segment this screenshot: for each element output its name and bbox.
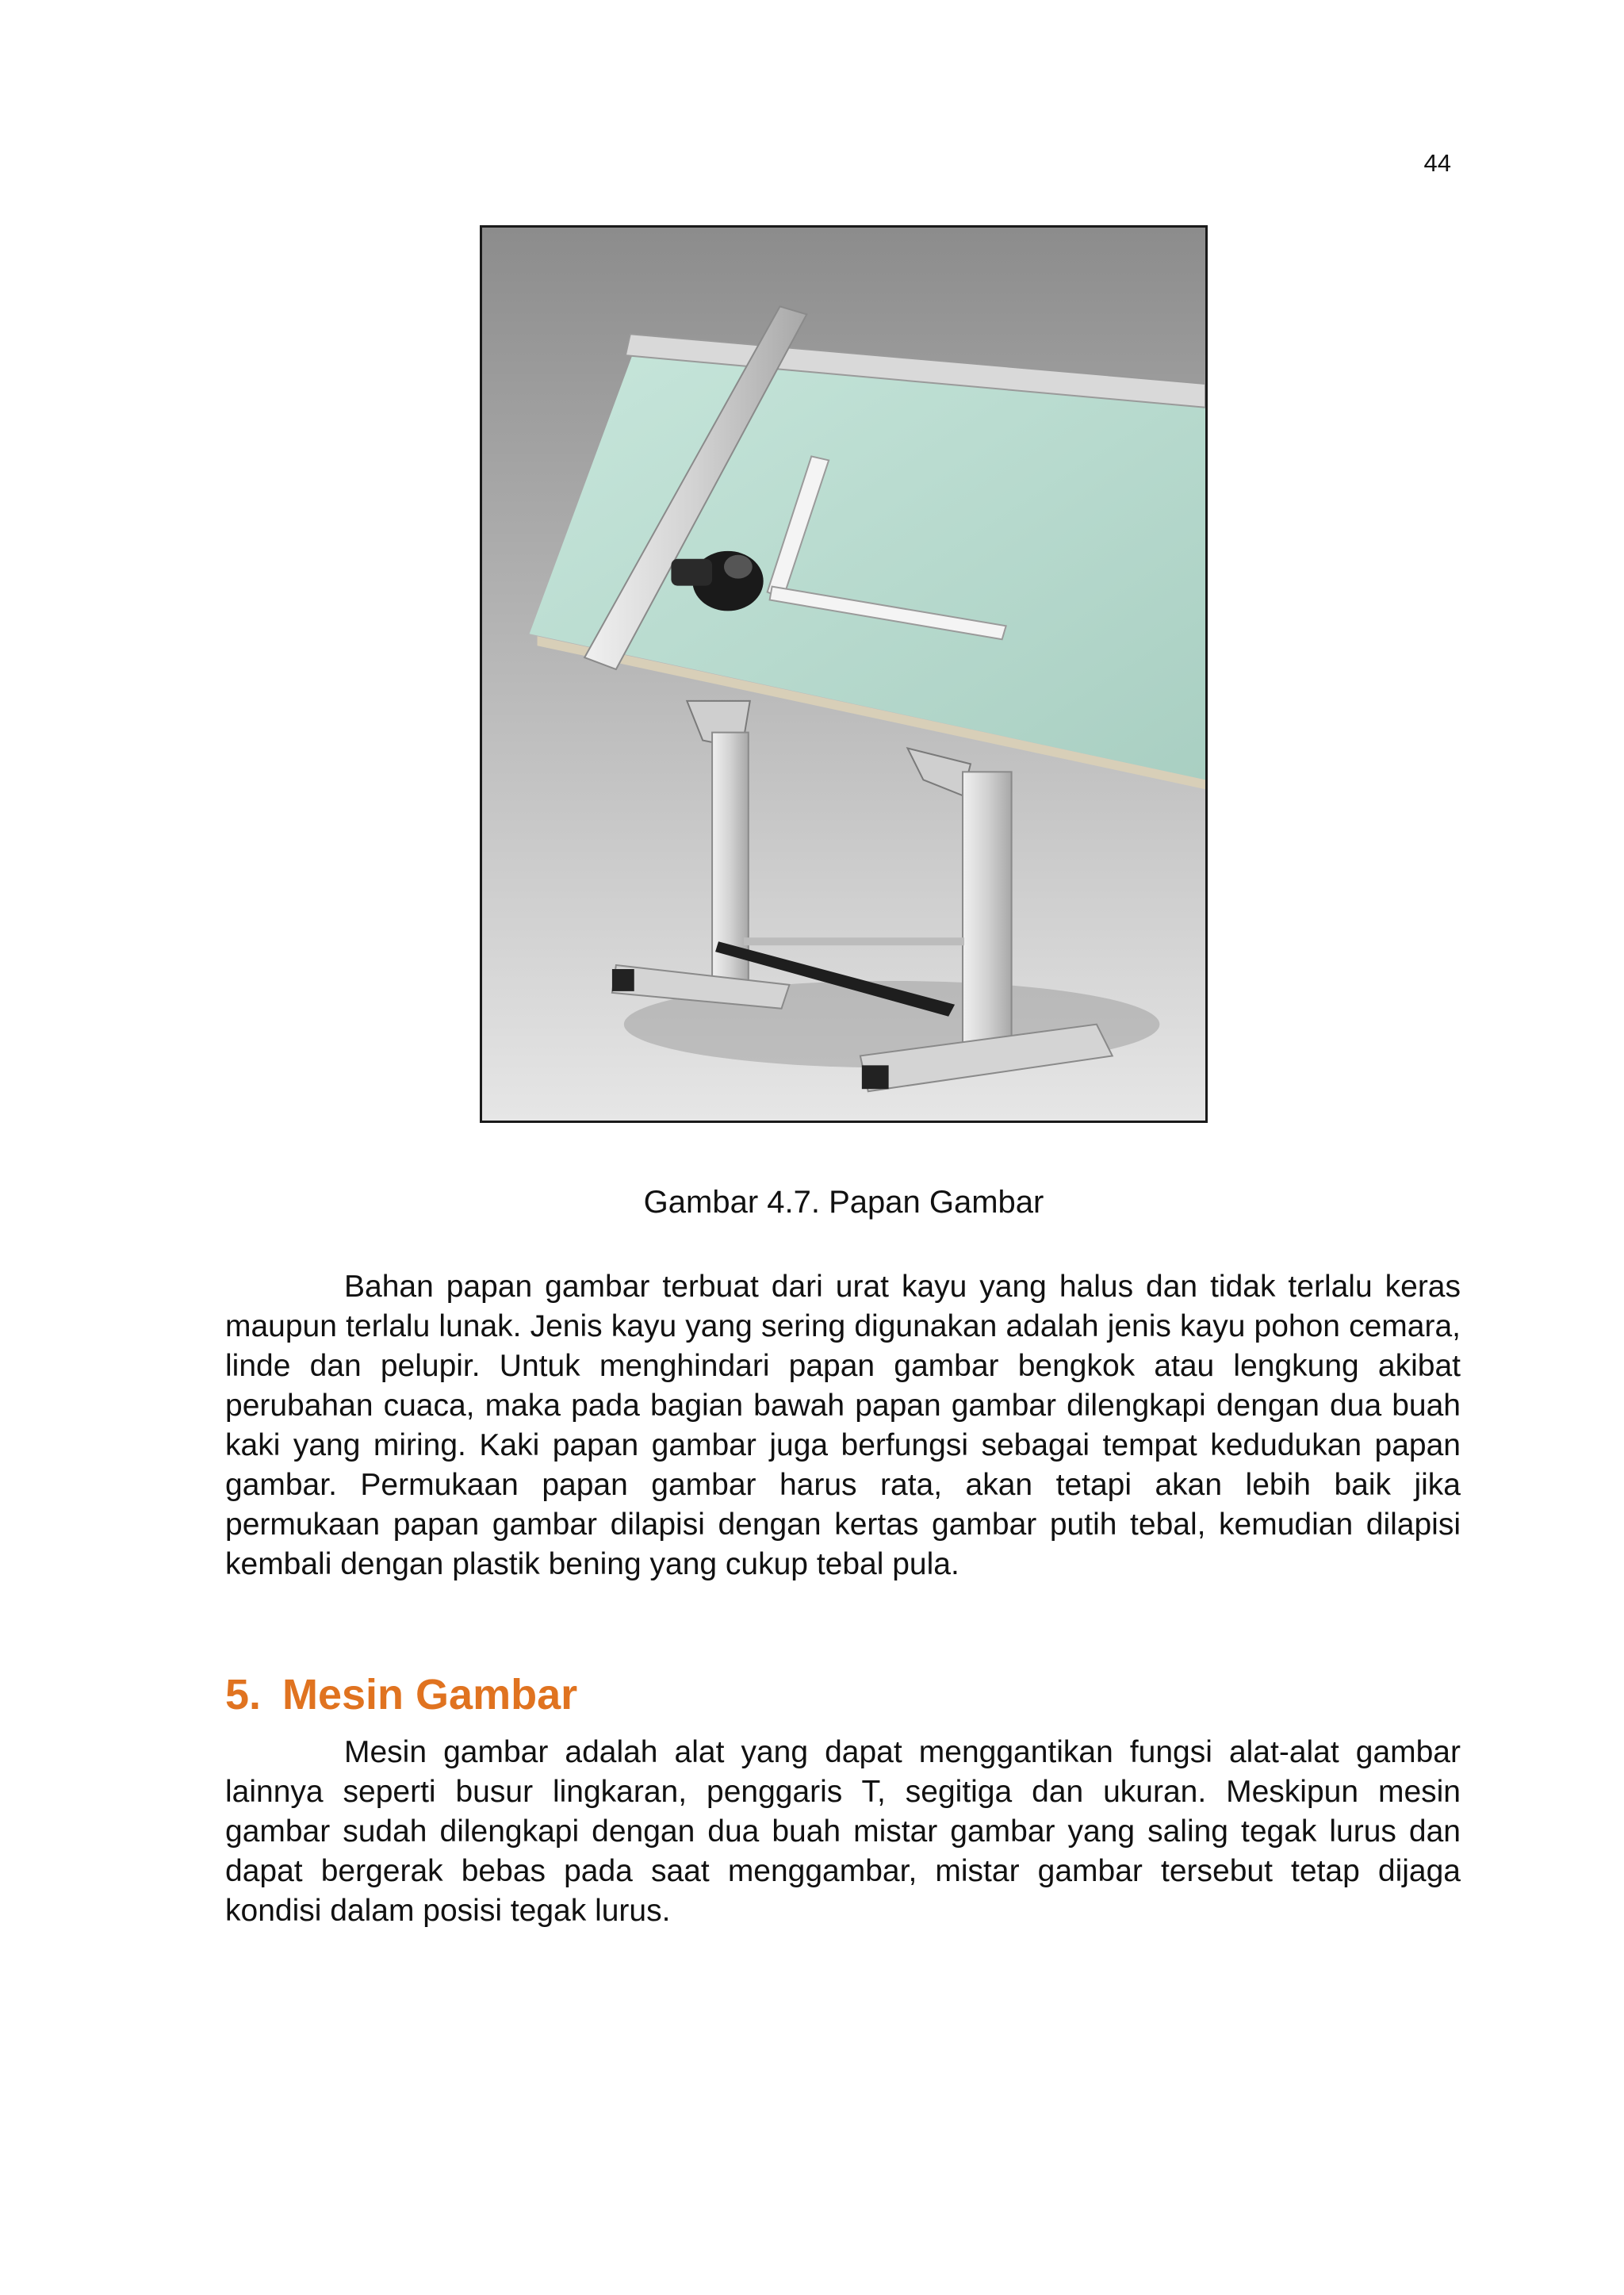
right-leg bbox=[963, 772, 1012, 1056]
section-title: Mesin Gambar bbox=[282, 1671, 578, 1718]
figure-drafting-table bbox=[480, 225, 1208, 1123]
paragraph-text: Mesin gambar adalah alat yang dapat menggantikan fungsi alat-alat gambar lainnya seperti busur lingkaran, penggaris T, segitiga dan ukuran. Meskipun mesin gambar sudah dilengkapi dengan dua buah mistar gambar yang saling tegak lurus dan dapat bergerak bebas pada saat menggambar, mistar gambar tersebut tetap dijaga kondisi dalam posisi tegak lurus. bbox=[225, 1735, 1461, 1928]
section-heading bbox=[225, 1667, 577, 1722]
right-foot-cap bbox=[862, 1065, 889, 1089]
figure-caption: Gambar 4.7. Papan Gambar bbox=[643, 1185, 1044, 1220]
paragraph-text: Bahan papan gambar terbuat dari urat kayu yang halus dan tidak terlalu keras maupun terlalu lunak. Jenis kayu yang sering digunakan adalah jenis kayu pohon cemara, linde dan pelupir. Untuk menghindari papan gambar bengkok atau lengkung akibat perubahan cuaca, maka pada bagian bawah papan gambar dilengkapi dengan dua buah kaki yang miring. Kaki papan gambar juga berfungsi sebagai tempat kedudukan papan gambar. Permukaan papan gambar harus rata, akan tetapi akan lebih baik jika permukaan papan gambar dilapisi dengan kertas gambar putih tebal, kemudian dilapisi kembali dengan plastik bening yang cukup tebal pula. bbox=[225, 1270, 1461, 1581]
left-foot-cap bbox=[612, 969, 634, 991]
page-number: 44 bbox=[1423, 149, 1451, 177]
section-number: 5. bbox=[225, 1671, 262, 1718]
drafting-head-clamp bbox=[671, 559, 712, 586]
drafting-head-knob bbox=[724, 555, 753, 579]
crossbar bbox=[744, 937, 964, 945]
paragraph-mesin-gambar bbox=[225, 1733, 1461, 1931]
drafting-table-photo-icon bbox=[482, 228, 1205, 1121]
paragraph-papan-gambar bbox=[225, 1267, 1461, 1584]
